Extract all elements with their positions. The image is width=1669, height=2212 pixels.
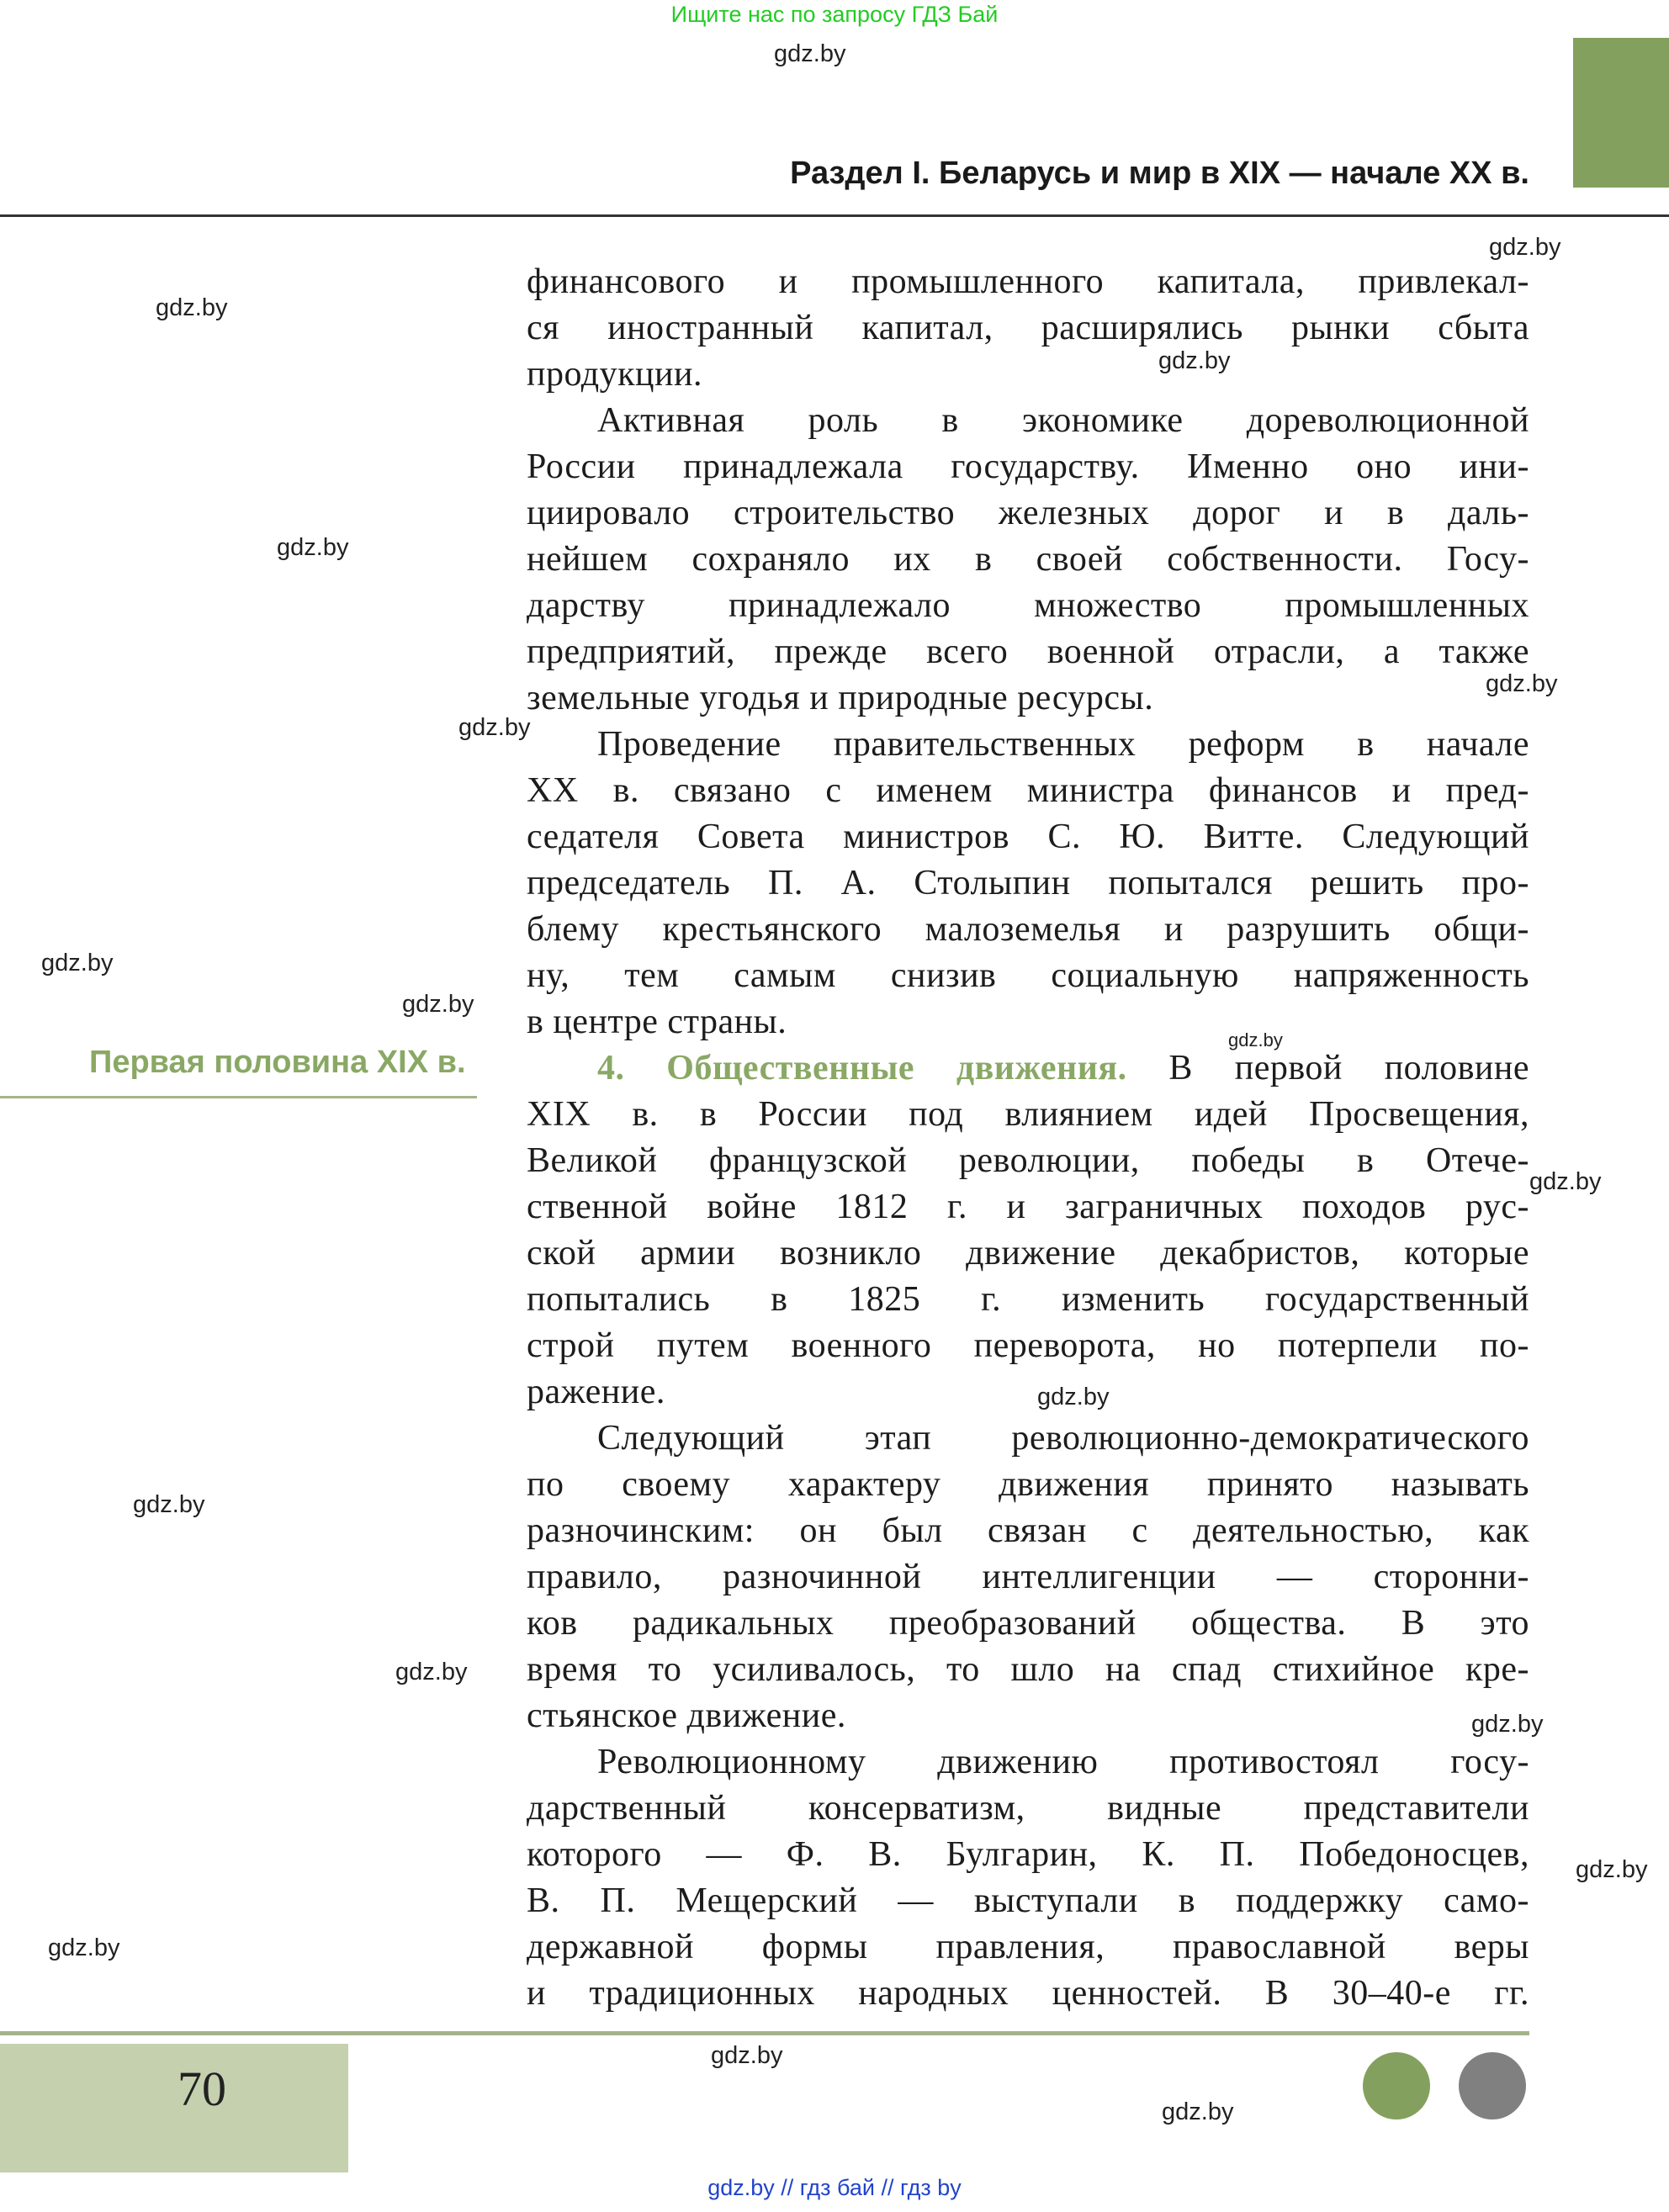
text-line: которого — Ф. В. Булгарин, К. П. Победоносцев,: [527, 1835, 1529, 1874]
text-line: Великой французской революции, победы в Отече-: [527, 1141, 1529, 1180]
text-line: державной формы правления, православной веры: [527, 1928, 1529, 1966]
margin-divider: [0, 1096, 477, 1098]
text-line: дарству принадлежало множество промышленных: [527, 586, 1529, 625]
text-line: Революционному движению противостоял госу-: [597, 1743, 1529, 1781]
watermark: gdz.by: [1576, 1856, 1648, 1883]
text-line: XIX в. в России под влиянием идей Просвещения,: [527, 1095, 1529, 1134]
text-line: Проведение правительственных реформ в начале: [597, 725, 1529, 764]
text-line: XX в. связано с именем министра финансов и пред-: [527, 771, 1529, 810]
watermark: gdz.by: [1228, 1029, 1283, 1050]
text-line: стьянское движение.: [527, 1696, 846, 1735]
search-hint: Ищите нас по запросу ГДЗ Бай: [670, 2, 999, 27]
watermark: gdz.by: [1471, 1711, 1544, 1738]
watermark: gdz.by: [48, 1934, 120, 1961]
text-line: ской армии возникло движение декабристов, которые: [527, 1234, 1529, 1273]
text-line: разночинским: он был связан с деятельностью, как: [527, 1511, 1529, 1550]
header-divider: [0, 214, 1669, 217]
text-run: В первой половине: [1126, 1049, 1530, 1087]
text-line: Следующий этап революционно-демократического: [597, 1419, 1529, 1458]
text-line: циировало строительство железных дорог и в даль-: [527, 494, 1529, 532]
gray-dot: [1459, 2052, 1526, 2119]
chapter-tab: [1573, 38, 1669, 188]
text-line: правило, разночинной интеллигенции — сторонни-: [527, 1558, 1529, 1596]
footer-divider: [0, 2031, 1529, 2035]
text-line: финансового и промышленного капитала, привлекал-: [527, 262, 1529, 301]
text-line: России принадлежала государству. Именно оно ини-: [527, 447, 1529, 486]
text-line: Активная роль в экономике дореволюционной: [597, 401, 1529, 440]
text-line: председатель П. А. Столыпин попытался решить про-: [527, 864, 1529, 902]
text-line: ков радикальных преобразований общества. В это: [527, 1604, 1529, 1643]
text-line: нейшем сохраняло их в своей собственности. Госу-: [527, 540, 1529, 579]
text-line: в центре страны.: [527, 1003, 787, 1041]
watermark: gdz.by: [711, 2042, 783, 2069]
text-line: продукции.: [527, 355, 702, 394]
watermark: gdz.by: [41, 950, 114, 976]
watermark: gdz.by: [1158, 347, 1231, 374]
watermark: gdz.by: [774, 40, 846, 67]
watermark: gdz.by: [1489, 234, 1561, 261]
watermark: gdz.by: [133, 1491, 205, 1518]
text-line: [527, 1045, 1529, 1092]
page-number: 70: [177, 2061, 226, 2116]
footer-links[interactable]: gdz.by // гдз бай // гдз by: [707, 2175, 962, 2200]
watermark: gdz.by: [1486, 670, 1558, 697]
watermark: gdz.by: [402, 991, 474, 1018]
watermark: gdz.by: [395, 1659, 468, 1685]
margin-heading: Первая половина XIX в.: [89, 1045, 466, 1080]
text-line: В. П. Мещерский — выступали в поддержку само-: [527, 1881, 1529, 1920]
text-line: ражение.: [527, 1373, 665, 1411]
watermark: gdz.by: [1162, 2098, 1234, 2125]
text-line: попытались в 1825 г. изменить государственный: [527, 1280, 1529, 1319]
text-line: время то усиливалось, то шло на спад стихийное кре-: [527, 1650, 1529, 1689]
body-text: [527, 259, 1529, 2017]
text-line: ся иностранный капитал, расширялись рынки сбыта: [527, 309, 1529, 347]
text-line: земельные угодья и природные ресурсы.: [527, 679, 1154, 717]
watermark: gdz.by: [277, 534, 349, 561]
text-line: ну, тем самым снизив социальную напряженность: [527, 956, 1529, 995]
green-dot: [1363, 2052, 1430, 2119]
text-line: строй путем военного переворота, но потерпели по-: [527, 1326, 1529, 1365]
watermark: gdz.by: [1529, 1168, 1602, 1195]
text-line: дарственный консерватизм, видные представители: [527, 1789, 1529, 1828]
watermark: gdz.by: [156, 294, 228, 321]
watermark: gdz.by: [1037, 1384, 1110, 1410]
text-line: предприятий, прежде всего военной отрасли, а также: [527, 632, 1529, 671]
text-line: по своему характеру движения принято называть: [527, 1465, 1529, 1504]
section-title: Раздел I. Беларусь и мир в XIX — начале XX в.: [790, 156, 1529, 191]
watermark: gdz.by: [458, 714, 531, 741]
text-line: блему крестьянского малоземелья и разрушить общи-: [527, 910, 1529, 949]
text-line: ственной войне 1812 г. и заграничных походов рус-: [527, 1188, 1529, 1226]
text-line: и традиционных народных ценностей. В 30–40-е гг.: [527, 1974, 1529, 2013]
text-line: седателя Совета министров С. Ю. Витте. Следующий: [527, 818, 1529, 856]
subsection-heading: 4. Общественные движения.: [597, 1049, 1127, 1087]
